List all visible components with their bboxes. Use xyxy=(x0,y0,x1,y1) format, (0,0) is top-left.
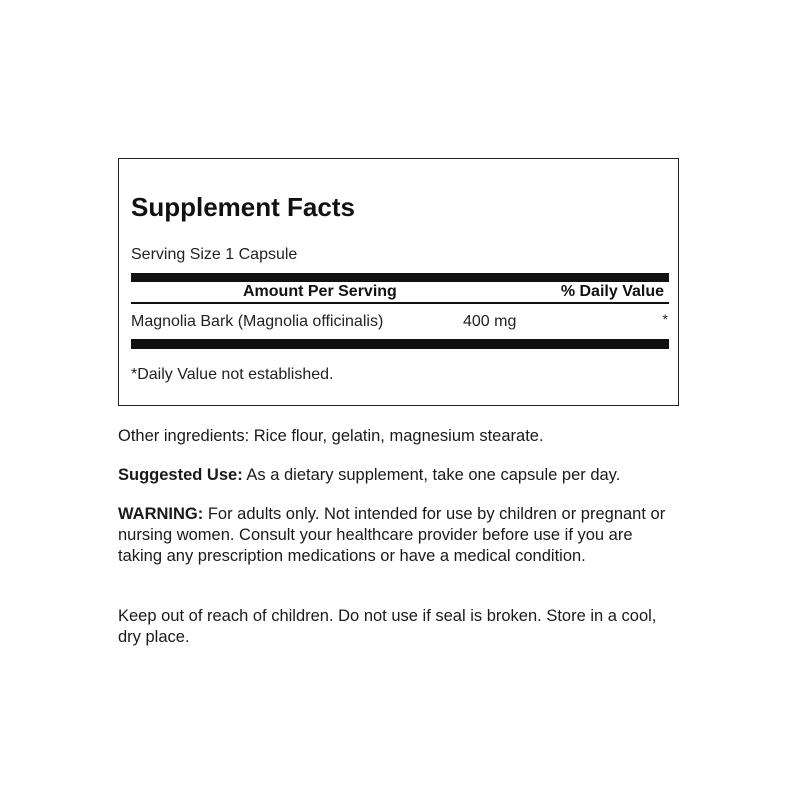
suggested-use-text: As a dietary supplement, take one capsule per day. xyxy=(242,466,621,484)
top-divider-bar xyxy=(131,273,669,282)
daily-value-footnote: *Daily Value not established. xyxy=(131,366,334,383)
suggested-use xyxy=(118,465,678,486)
warning xyxy=(118,504,678,567)
amount-per-serving-header: Amount Per Serving xyxy=(243,283,397,300)
ingredient-name: Magnolia Bark (Magnolia officinalis) xyxy=(131,313,384,330)
ingredient-daily-value: * xyxy=(662,311,668,327)
storage-instructions: Keep out of reach of children. Do not use if seal is broken. Store in a cool, dry place. xyxy=(118,607,657,646)
facts-title: Supplement Facts xyxy=(131,192,355,222)
warning-text: For adults only. Not intended for use by children or pregnant or nursing women. Consult your healthcare provider before use if you are taking any prescription medications or have a medical condition. xyxy=(118,505,666,565)
bottom-divider-bar xyxy=(131,339,669,349)
warning-label: WARNING: xyxy=(118,505,204,523)
supplement-facts-panel xyxy=(118,158,679,406)
ingredient-amount: 400 mg xyxy=(463,313,517,330)
other-ingredients: Other ingredients: Rice flour, gelatin, magnesium stearate. xyxy=(118,427,544,445)
daily-value-header: % Daily Value xyxy=(560,283,664,300)
suggested-use-label: Suggested Use: xyxy=(118,466,243,484)
header-divider-line xyxy=(131,302,669,304)
serving-size: Serving Size 1 Capsule xyxy=(131,246,298,263)
